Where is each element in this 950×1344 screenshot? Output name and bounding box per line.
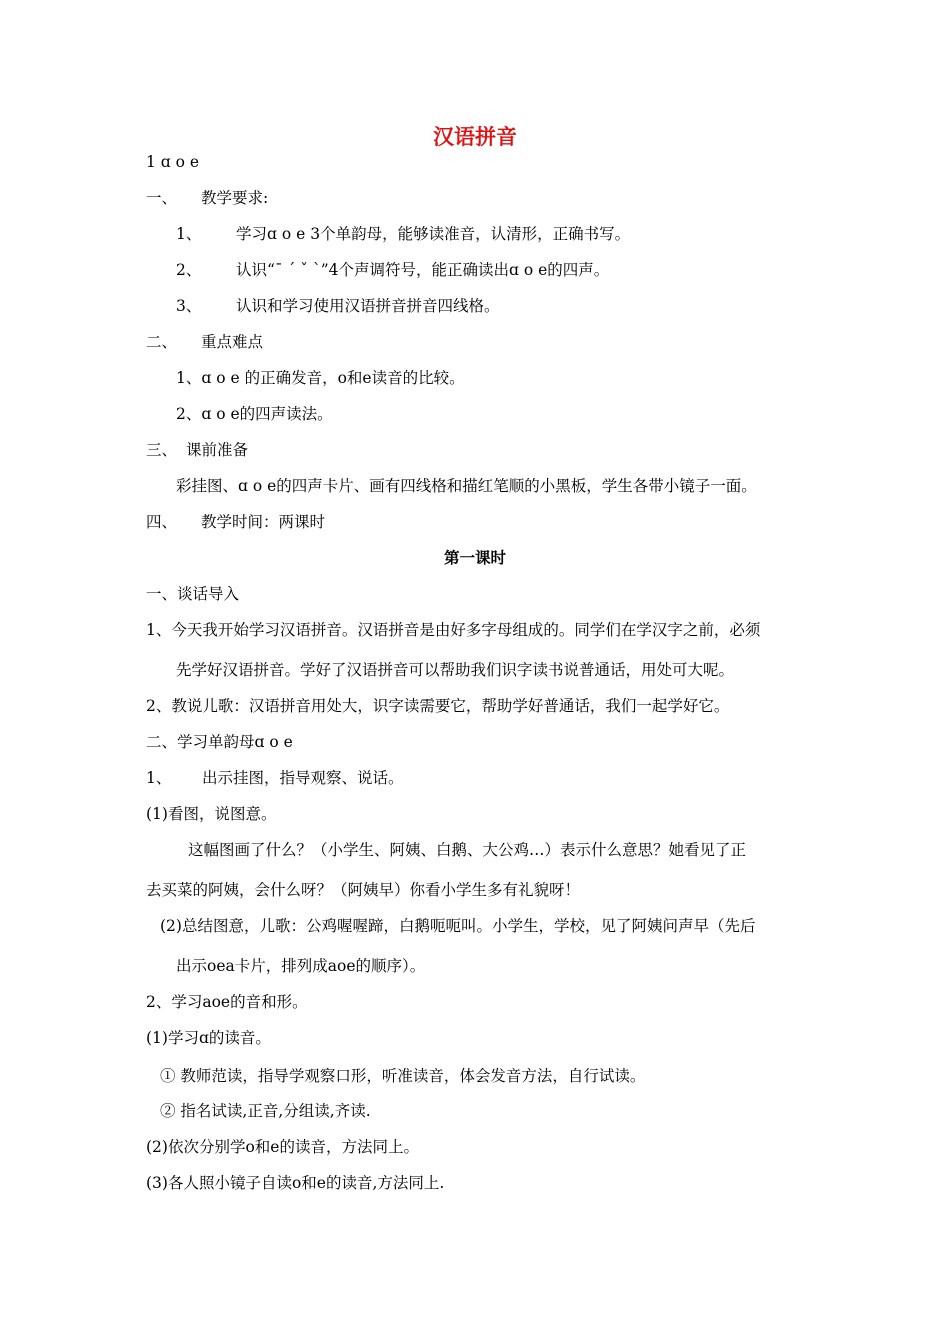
preparation-text: 彩挂图、ɑ o e的四声卡片、画有四线格和描红笔顺的小黑板，学生各带小镜子一面。 <box>176 477 757 495</box>
requirement-item-1-number: 1、 <box>176 225 202 243</box>
step-1-text: 出示挂图，指导观察、说话。 <box>202 769 404 787</box>
step-2-item-circle-2: ② 指名试读,正音,分组读,齐读. <box>160 1102 371 1120</box>
intro-paragraph-1-line-2: 先学好汉语拼音。学好了汉语拼音可以帮助我们识字读书说普通话，用处可大呢。 <box>176 661 735 679</box>
requirement-item-1: 学习ɑ o e 3个单韵母，能够读准音，认清形，正确书写。 <box>236 225 631 243</box>
requirements-heading-number: 一、 <box>146 189 178 207</box>
step-2-heading: 2、学习aoe的音和形。 <box>146 993 308 1011</box>
time-heading-number: 四、 <box>146 513 178 531</box>
step-1-sub-1: (1)看图，说图意。 <box>146 805 277 823</box>
difficulties-heading: 重点难点 <box>201 333 264 351</box>
step-2-sub-2: (2)依次分别学o和e的读音，方法同上。 <box>146 1138 419 1156</box>
document-title: 汉语拼音 <box>433 125 517 149</box>
difficulty-item-1: 1、ɑ o e 的正确发音，o和e读音的比较。 <box>176 369 465 387</box>
step-1-sub-2-line-1: (2)总结图意，儿歌：公鸡喔喔蹄，白鹅呃呃叫。小学生，学校，见了阿姨问声早（先后 <box>160 917 756 935</box>
preparation-heading: 课前准备 <box>186 441 249 459</box>
intro-heading: 一、谈话导入 <box>146 585 240 603</box>
intro-paragraph-2: 2、教说儿歌：汉语拼音用处大，识字读需要它，帮助学好普通话，我们一起学好它。 <box>146 697 730 715</box>
step-1-number: 1、 <box>146 769 172 787</box>
requirement-item-2-number: 2、 <box>176 261 202 279</box>
lesson-one-title: 第一课时 <box>443 549 506 567</box>
requirements-heading: 教学要求: <box>201 189 269 207</box>
step-1-sub-2-line-2: 出示oea卡片，排列成aoe的顺序）。 <box>176 957 426 975</box>
difficulty-item-2: 2、ɑ o e的四声读法。 <box>176 405 333 423</box>
intro-paragraph-1-line-1: 1、今天我开始学习汉语拼音。汉语拼音是由好多字母组成的。同学们在学汉字之前，必须 <box>146 621 761 639</box>
preparation-heading-number: 三、 <box>146 441 178 459</box>
time-heading: 教学时间：两课时 <box>201 513 326 531</box>
step-2-sub-3: (3)各人照小镜子自读o和e的读音,方法同上. <box>146 1174 445 1192</box>
difficulties-heading-number: 二、 <box>146 333 178 351</box>
step-1-sub-1-text-line-2: 去买菜的阿姨，会什么呀？（阿姨早）你看小学生多有礼貌呀！ <box>146 881 581 899</box>
learn-vowels-heading: 二、学习单韵母ɑ o e <box>146 733 293 751</box>
step-1-sub-1-text-line-1: 这幅图画了什么？（小学生、阿姨、白鹅、大公鸡…）表示什么意思？她看见了正 <box>188 841 747 859</box>
step-2-item-circle-1: ① 教师范读，指导学观察口形，听准读音，体会发音方法，自行试读。 <box>160 1067 646 1085</box>
lesson-label: 1 ɑ o e <box>146 153 200 171</box>
step-2-sub-1: (1)学习ɑ的读音。 <box>146 1029 271 1047</box>
requirement-item-2: 认识“ˉ ˊ ˇ ˋ”4个声调符号，能正确读出ɑ o e的四声。 <box>236 261 610 279</box>
requirement-item-3: 认识和学习使用汉语拼音拼音四线格。 <box>236 297 500 315</box>
requirement-item-3-number: 3、 <box>176 297 202 315</box>
